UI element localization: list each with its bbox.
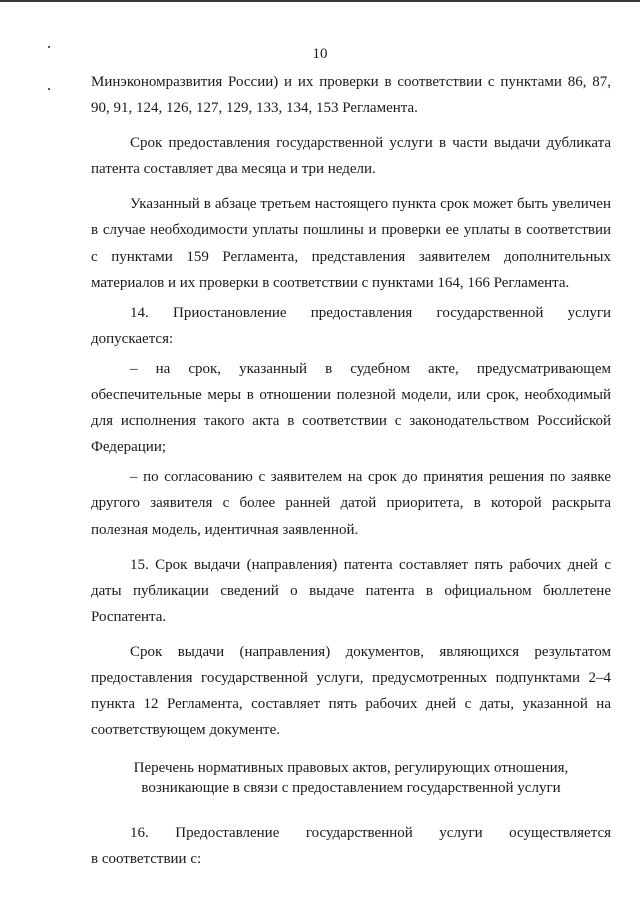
section-heading-line: возникающие в связи с предоставлением государственной услуги [141, 780, 561, 797]
paragraph-16-legal-basis: 16. Предоставление государственной услуги осуществляется [130, 825, 611, 842]
list-item-court-term: – на срок, указанный в судебном акте, предусматривающем обеспечительные меры в отношении полезной модели, или срок, необходимый для исполнения такого акта в соответствии с законодательством Российской Федерации; [91, 360, 611, 456]
page-number: 10 [312, 46, 328, 62]
paragraph-term-extension: Указанный в абзаце третьем настоящего пункта срок может быть увеличен в случае необходимости уплаты пошлины и проверки ее уплаты в соответствии с пунктами 159 Регламента, представления заявителем дополнительных материалов и их проверки в соответствии с пунктами 164, 166 Регламента. [91, 196, 611, 291]
paragraph-duplicate-term: Срок предоставления государственной услуги в части выдачи дубликата патента составляет два месяца и три недели. [91, 135, 611, 178]
list-item-applicant-agreement: – по согласованию с заявителем на срок до принятия решения по заявке другого заявителя с более ранней датой приоритета, в которой раскрыта полезная модель, идентичная заявленной. [91, 469, 611, 538]
paragraph-documents-issue: Срок выдачи (направления) документов, являющихся результатом предоставления государственной услуги, предусмотренных подпунктами 2–4 пункта 12 Регламента, составляет пять рабочих дней с даты, указанной на соответствующем документе. [91, 643, 611, 739]
paragraph-14-suspension: 14. Приостановление предоставления государственной услуги допускается: [91, 304, 611, 347]
section-heading-line: Перечень нормативных правовых актов, регулирующих отношения, [133, 760, 569, 777]
scan-dust-mark [48, 88, 50, 90]
document-body [91, 69, 611, 872]
paragraph-continuation: Минэкономразвития России) и их проверки в соответствии с пунктами 86, 87, 90, 91, 124, 126, 127, 129, 133, 134, 153 Регламента. [91, 74, 611, 117]
scan-top-border [0, 0, 640, 2]
paragraph-15-patent-issue: 15. Срок выдачи (направления) патента составляет пять рабочих дней с даты публикации сведений о выдаче патента в официальном бюллетене Роспатента. [91, 556, 611, 625]
paragraph-16-continuation: в соответствии с: [91, 851, 202, 868]
section-heading [91, 758, 611, 798]
